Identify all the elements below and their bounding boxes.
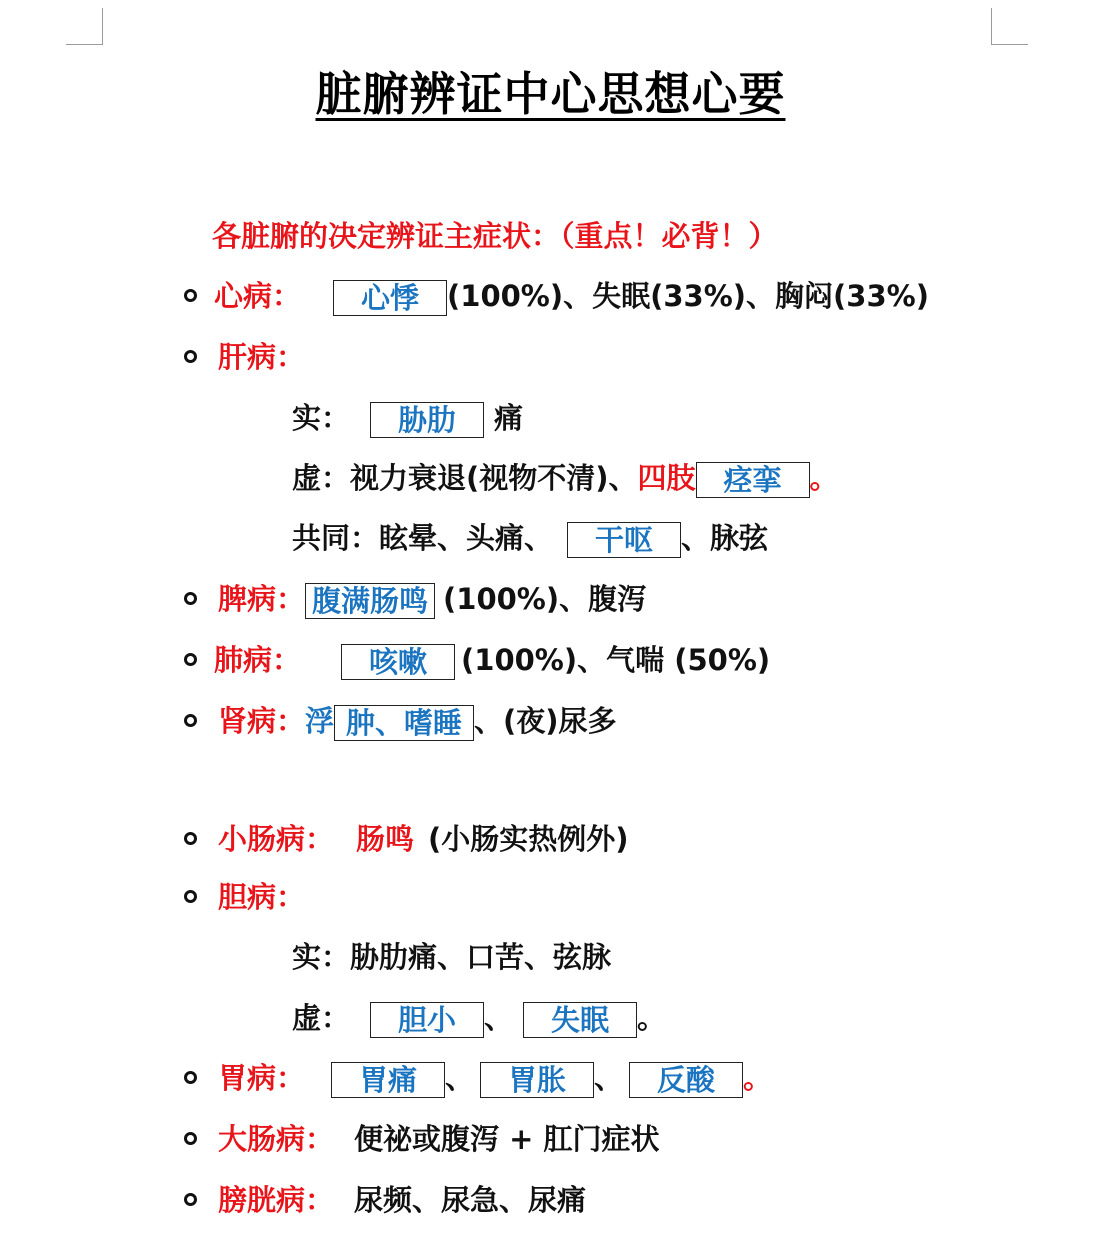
bullet-icon <box>184 714 197 727</box>
bullet-icon <box>184 890 197 903</box>
bullet-icon <box>184 1193 197 1206</box>
small-intestine-key: 肠鸣 <box>356 822 415 856</box>
large-intestine-text: 便祕或腹泻 + 肛门症状 <box>354 1122 660 1156</box>
lung-row <box>214 640 770 680</box>
spleen-rest: (100%)、腹泻 <box>443 582 647 616</box>
liver-common-rest: 、脉弦 <box>681 521 769 555</box>
large-intestine-row <box>218 1119 660 1159</box>
spleen-label: 脾病： <box>218 582 306 616</box>
small-intestine-rest: (小肠实热例外) <box>428 822 629 856</box>
liver-xu-key-box: 痉挛 <box>696 462 810 498</box>
stomach-key1-box: 胃痛 <box>331 1062 445 1098</box>
large-intestine-label: 大肠病： <box>218 1122 335 1156</box>
liver-common-text: 眩晕、头痛、 <box>379 521 554 555</box>
heart-row <box>214 276 929 316</box>
gallbladder-xu-sep: 、 <box>484 1001 514 1035</box>
kidney-row <box>218 701 617 741</box>
gallbladder-xu-key2-box: 失眠 <box>523 1002 637 1038</box>
page-title: 脏腑辨证中心思想心要 <box>315 67 786 121</box>
stomach-label: 胃病： <box>218 1061 306 1095</box>
liver-xu-text: 视力衰退(视物不清)、 <box>350 461 638 495</box>
gallbladder-xu-label: 虚： <box>292 1001 351 1035</box>
lung-label: 肺病： <box>214 643 302 677</box>
heart-rest: (100%)、失眠(33%)、胸闷(33%) <box>447 279 929 313</box>
stomach-sep1: 、 <box>445 1061 475 1095</box>
heart-key-box: 心悸 <box>333 280 447 316</box>
liver-common-row <box>292 518 768 558</box>
kidney-rest: 、(夜)尿多 <box>474 704 617 738</box>
liver-xu-row <box>292 458 839 498</box>
liver-shi-row <box>292 398 523 438</box>
gallbladder-shi-row <box>292 937 611 977</box>
gallbladder-shi-label: 实： <box>292 940 351 974</box>
bladder-row <box>218 1180 586 1220</box>
spleen-row <box>218 579 646 619</box>
gallbladder-xu-row <box>292 998 666 1038</box>
liver-xu-end: 。 <box>809 461 839 495</box>
gallbladder-xu-end: 。 <box>637 1001 667 1035</box>
gallbladder-shi-text: 胁肋痛、口苦、弦脉 <box>350 940 612 974</box>
intro-heading: 各脏腑的决定辨证主症状：（重点！必背！） <box>212 219 778 253</box>
lung-key-box: 咳嗽 <box>341 644 455 680</box>
bladder-text: 尿频、尿急、尿痛 <box>354 1183 587 1217</box>
small-intestine-label: 小肠病： <box>218 822 335 856</box>
stomach-key2-box: 胃胀 <box>480 1062 594 1098</box>
small-intestine-row <box>218 819 629 859</box>
kidney-key-pre: 浮 <box>305 704 335 738</box>
liver-label: 肝病： <box>218 340 306 374</box>
lung-rest: (100%)、气喘 (50%) <box>461 643 771 677</box>
liver-xu-red: 四肢 <box>637 461 696 495</box>
bullet-icon <box>184 289 197 302</box>
bladder-label: 膀胱病： <box>218 1183 335 1217</box>
bullet-icon <box>184 1132 197 1145</box>
stomach-row <box>218 1058 772 1098</box>
gallbladder-label: 胆病： <box>218 880 306 914</box>
liver-xu-label: 虚： <box>292 461 351 495</box>
liver-shi-key-box: 胁肋 <box>370 402 484 438</box>
liver-shi-label: 实： <box>292 401 351 435</box>
bullet-icon <box>184 653 197 666</box>
liver-shi-rest: 痛 <box>494 401 524 435</box>
bullet-icon <box>184 832 197 845</box>
heart-label: 心病： <box>214 279 302 313</box>
spleen-key-box: 腹满肠鸣 <box>305 583 435 619</box>
bullet-icon <box>184 350 197 363</box>
kidney-label: 肾病： <box>218 704 306 738</box>
bullet-icon <box>184 1071 197 1084</box>
kidney-key-box: 肿、嗜睡 <box>334 705 474 741</box>
stomach-end: 。 <box>743 1061 773 1095</box>
gallbladder-xu-key1-box: 胆小 <box>370 1002 484 1038</box>
page-corner-mark-left <box>66 8 103 45</box>
page-corner-mark-right <box>991 8 1028 45</box>
liver-common-key-box: 干呕 <box>567 522 681 558</box>
stomach-sep2: 、 <box>594 1061 624 1095</box>
stomach-key3-box: 反酸 <box>629 1062 743 1098</box>
bullet-icon <box>184 592 197 605</box>
liver-common-label: 共同： <box>292 521 380 555</box>
